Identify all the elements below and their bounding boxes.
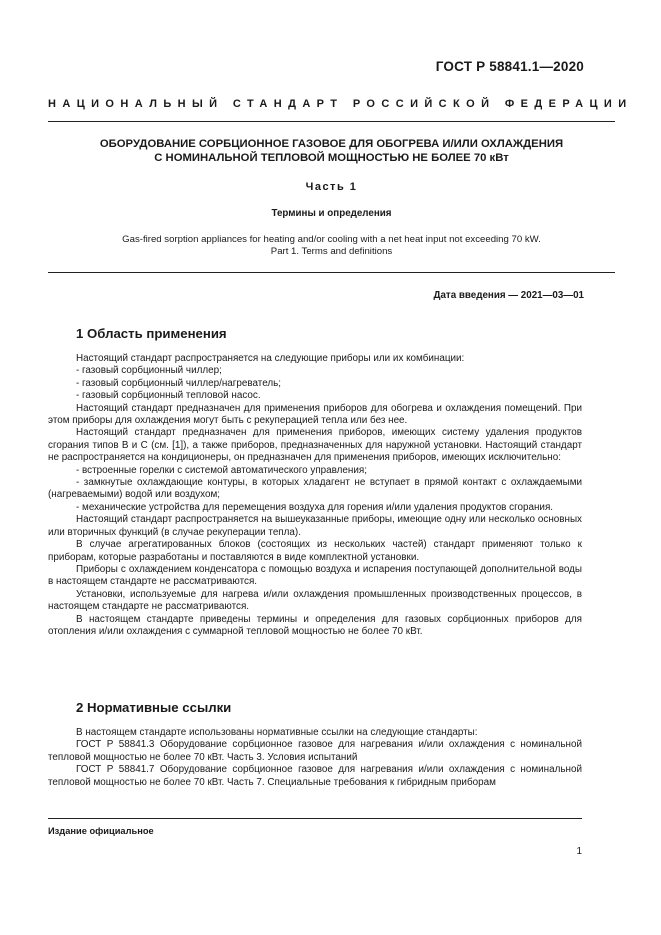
section-1-list-item: - встроенные горелки с системой автоматического управления; [76, 464, 367, 476]
section-1-paragraph: В случае агрегатированных блоков (состоящих из нескольких частей) стандарт применяют только к приборам, которые разработаны и поставляются в виде комплектной установки. [48, 539, 582, 563]
section-2-body [48, 727, 582, 789]
section-1-list-item: - замкнутые охлаждающие контуры, в которых хладагент не вступает в прямой контакт с охлаждаемыми (нагреваемыми) водой или воздухом; [48, 477, 582, 501]
section-1-paragraph: Настоящий стандарт распространяется на следующие приборы или их комбинации: [76, 353, 465, 364]
document-subtitle: Термины и определения [271, 208, 392, 219]
section-1-list-item: - газовый сорбционный чиллер; [76, 365, 222, 377]
english-title [48, 234, 615, 258]
section-1-paragraph: Установки, используемые для нагрева и/или охлаждения промышленных производственных процессов, в настоящем стандарте не рассматриваются. [48, 588, 582, 613]
top-divider [48, 121, 615, 122]
section-2-heading: 2 Нормативные ссылки [76, 700, 232, 715]
footer-divider [48, 818, 582, 819]
title-line-1: ОБОРУДОВАНИЕ СОРБЦИОННОЕ ГАЗОВОЕ ДЛЯ ОБОГРЕВА И/ИЛИ ОХЛАЖДЕНИЯ [99, 138, 564, 150]
english-title-line-1: Gas-fired sorption appliances for heating and/or cooling with a net heat input not exceeding 70 kW. [122, 234, 541, 245]
section-1-paragraph: Настоящий стандарт распространяется на вышеуказанные приборы, имеющие одну или несколько основных или вторичных функций (в случае рекуперации тепла). [48, 514, 582, 538]
title-line-2: С НОМИНАЛЬНОЙ ТЕПЛОВОЙ МОЩНОСТЬЮ НЕ БОЛЕЕ 70 кВт [154, 152, 509, 164]
part-label: Часть 1 [305, 181, 358, 193]
section-1-list-item: - газовый сорбционный тепловой насос. [76, 390, 261, 402]
section-2-reference: ГОСТ Р 58841.3 Оборудование сорбционное газовое для нагревания и/или охлаждения с номинальной тепловой мощностью не более 70 кВт. Часть 3. Условия испытаний [48, 739, 582, 763]
section-1-paragraph: В настоящем стандарте приведены термины и определения для газовых сорбционных приборов для отопления и/или охлаждения с суммарной тепловой мощностью не более 70 кВт. [48, 613, 582, 637]
section-1-paragraph: Приборы с охлаждением конденсатора с помощью воздуха и испарения поступающей дополнительной воды в настоящем стандарте не рассматриваются. [48, 563, 582, 588]
section-1-list-item: - газовый сорбционный чиллер/нагреватель; [76, 377, 282, 389]
document-title [48, 137, 615, 165]
section-1-paragraph: Настоящий стандарт предназначен для применения приборов, имеющих систему удаления продуктов сгорания типов В и С (см. [1]), а также приборов, предназначенных для наружной установки. Настоящий стандарт не распространяется на кондиционеры, он предназначен для применения приборов, имеющих исключительно: [48, 427, 582, 464]
section-2-reference: ГОСТ Р 58841.7 Оборудование сорбционное газовое для нагревания и/или охлаждения с номинальной тепловой мощностью не более 70 кВт. Часть 7. Специальные требования к гибридным приборам [48, 764, 582, 788]
page-number: 1 [576, 846, 582, 857]
section-2-paragraph: В настоящем стандарте использованы нормативные ссылки на следующие стандарты: [76, 727, 478, 738]
national-standard-title: НАЦИОНАЛЬНЫЙ СТАНДАРТ РОССИЙСКОЙ ФЕДЕРАЦИИ [48, 98, 633, 110]
english-title-line-2: Part 1. Terms and definitions [270, 246, 393, 257]
section-1-heading: 1 Область применения [76, 326, 227, 341]
edition-label: Издание официальное [48, 826, 154, 836]
section-1-paragraph: Настоящий стандарт предназначен для применения приборов для обогрева и охлаждения помещений. При этом приборы для охлаждения могут быть с рекуперацией тепла или без нее. [48, 402, 582, 427]
section-1-body [48, 353, 582, 638]
gost-code: ГОСТ Р 58841.1—2020 [435, 59, 584, 74]
section-1-list-item: - механические устройства для перемещения воздуха для горения и/или удаления продуктов сгорания. [76, 501, 554, 513]
middle-divider [48, 272, 615, 273]
introduction-date: Дата введения — 2021—03—01 [433, 290, 584, 301]
